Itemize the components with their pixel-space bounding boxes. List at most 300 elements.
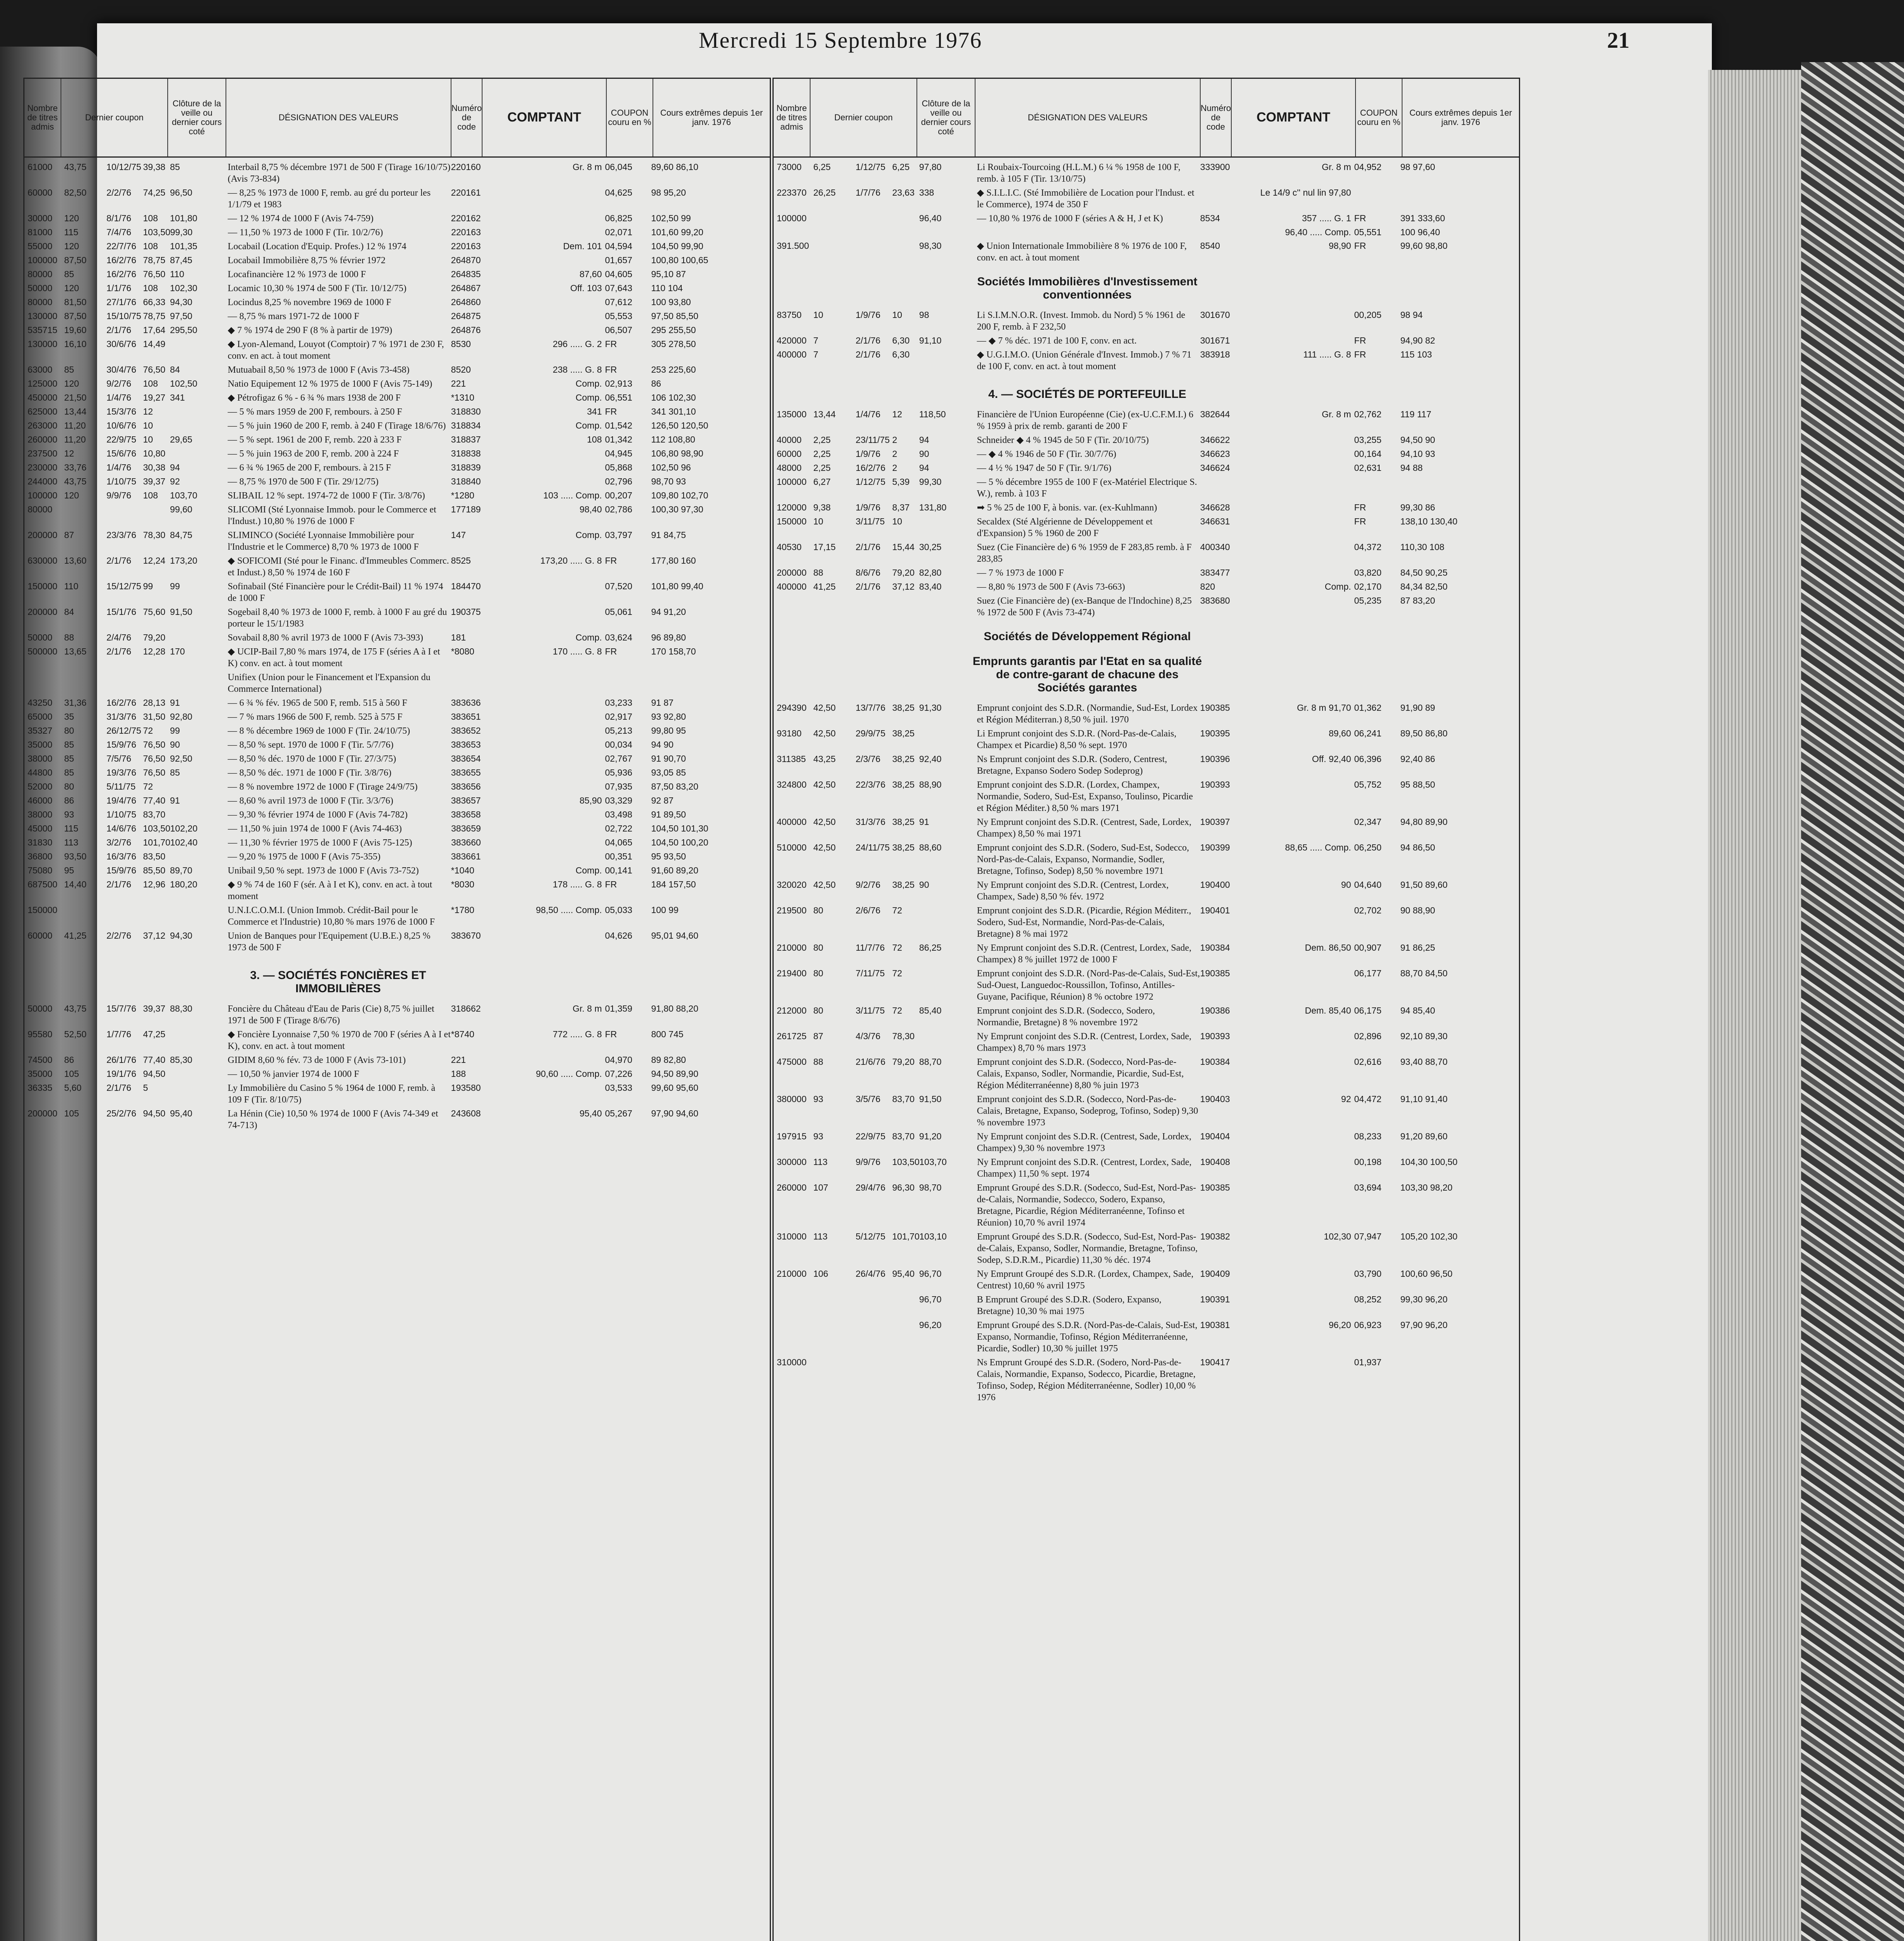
numero-code: 820 xyxy=(1200,581,1215,592)
header-coupon-couru: COUPON couru en % xyxy=(1356,79,1402,156)
coupon-date: 22/3/76 xyxy=(856,779,886,790)
titres-admis: 65000 xyxy=(28,712,52,722)
cours-extremes: 96 89,80 xyxy=(651,632,686,642)
comptant-cours: Gr. 8 m xyxy=(1322,409,1351,419)
subsection-note: Emprunts garantis par l'Etat en sa qualité de contre-garant de chacune des Sociétés garantes xyxy=(972,655,1202,694)
coupon-encaissement: 14,49 xyxy=(143,339,166,349)
numero-code: 264867 xyxy=(451,283,481,293)
coupon-encaissement: 101,70 xyxy=(143,837,170,847)
numero-code: 190400 xyxy=(1200,879,1230,890)
coupon-encaissement: 10,80 xyxy=(143,448,166,458)
coupon-encaissement: 39,38 xyxy=(143,162,166,172)
titres-admis: 391.500 xyxy=(777,240,809,251)
coupon-date: 2/1/76 xyxy=(106,646,132,656)
cours-extremes: 95 88,50 xyxy=(1400,779,1435,790)
valeur-designation: Locabail Immobilière 8,75 % février 1972 xyxy=(227,255,386,266)
coupon-date: 7/5/76 xyxy=(106,753,132,764)
valeur-designation: — 8,75 % mars 1971-72 de 1000 F xyxy=(227,311,359,321)
coupon-montant-global: 87,50 xyxy=(64,311,87,321)
numero-code: 383659 xyxy=(451,823,481,833)
valeur-designation: — 12 % 1974 de 1000 F (Avis 74-759) xyxy=(227,214,374,224)
cours-extremes: 87 83,20 xyxy=(1400,595,1435,606)
comptant-cours: 96,40 ..... Comp. xyxy=(1285,227,1351,237)
coupon-date: 1/9/76 xyxy=(856,309,881,320)
valeur-designation: Schneider ◆ 4 % 1945 de 50 F (Tir. 20/10/75) xyxy=(977,435,1149,445)
comptant-cours: 87,60 xyxy=(579,269,602,279)
table-row xyxy=(777,1182,1516,1229)
coupon-couru: 00,205 xyxy=(1354,309,1382,320)
numero-code: 264860 xyxy=(451,297,481,307)
table-row xyxy=(28,697,767,709)
coupon-date: 2/1/76 xyxy=(856,581,881,592)
coupon-montant-global: 113 xyxy=(64,837,78,847)
titres-admis: 197915 xyxy=(777,1131,807,1141)
coupon-montant-global: 120 xyxy=(64,283,79,293)
cours-extremes: 91,20 89,60 xyxy=(1400,1131,1448,1141)
table-row xyxy=(28,711,767,723)
coupon-encaissement: 10 xyxy=(892,309,903,320)
table-row xyxy=(777,516,1516,539)
cours-extremes: 94,50 90 xyxy=(1400,434,1435,445)
coupon-encaissement: 12 xyxy=(892,409,903,419)
cours-extremes: 184 157,50 xyxy=(651,879,696,889)
coupon-montant-global: 85 xyxy=(64,269,74,279)
cours-extremes: 341 301,10 xyxy=(651,406,696,417)
coupon-montant-global: 42,50 xyxy=(813,779,836,790)
coupon-couru: 07,520 xyxy=(605,581,632,591)
coupon-montant-global: 2,25 xyxy=(813,448,831,459)
cours-extremes: 92,10 89,30 xyxy=(1400,1031,1448,1041)
cours-extremes: 92 87 xyxy=(651,795,674,806)
numero-code: 190381 xyxy=(1200,1319,1230,1330)
coupon-date: 10/6/76 xyxy=(106,420,137,431)
coupon-date: 15/10/75 xyxy=(106,311,141,321)
coupon-date: 2/1/76 xyxy=(856,349,881,359)
cours-extremes: 94,90 82 xyxy=(1400,335,1435,345)
titres-admis: 74500 xyxy=(28,1055,52,1065)
comptant-cours: 95,40 xyxy=(579,1108,602,1118)
table-row xyxy=(28,930,767,953)
cours-extremes: 95 93,50 xyxy=(651,851,686,861)
valeur-designation: Li Emprunt conjoint des S.D.R. (Nord-Pas-de-Calais, Champex et Picardie) 8,50 % sept. 1970 xyxy=(977,728,1177,750)
cloture-veille: 82,80 xyxy=(919,567,942,578)
valeur-designation: Ny Emprunt conjoint des S.D.R. (Centrest, Sade, Lordex, Champex) 8,50 % mai 1971 xyxy=(977,817,1192,839)
numero-code: 190385 xyxy=(1200,968,1230,978)
table-row xyxy=(777,462,1516,474)
coupon-montant-global: 41,25 xyxy=(64,931,87,941)
table-row xyxy=(777,227,1516,238)
comptant-cours: Comp. xyxy=(1324,581,1351,592)
coupon-date: 23/3/76 xyxy=(106,530,137,540)
cours-extremes: 119 117 xyxy=(1400,409,1432,419)
coupon-montant-global: 43,25 xyxy=(813,753,836,764)
coupon-date: 29/4/76 xyxy=(856,1182,886,1193)
coupon-date: 3/11/75 xyxy=(856,516,885,526)
cours-extremes: 88,70 84,50 xyxy=(1400,968,1448,978)
cloture-veille: 29,65 xyxy=(170,434,193,444)
cours-extremes: 110 104 xyxy=(651,283,683,293)
coupon-date: 30/4/76 xyxy=(106,365,137,375)
coupon-montant-global: 42,50 xyxy=(813,728,836,738)
subsection-heading: Sociétés de Développement Régional xyxy=(984,630,1191,643)
header-cloture: Clôture de la veille ou dernier cours coté xyxy=(168,79,226,156)
comptant-cours: Dem. 101 xyxy=(563,241,602,251)
cours-extremes: 126,50 120,50 xyxy=(651,420,708,431)
table-row xyxy=(777,1294,1516,1317)
table-row xyxy=(28,504,767,527)
coupon-encaissement: 83,70 xyxy=(143,809,166,819)
coupon-montant-global: 93 xyxy=(813,1131,823,1141)
cours-extremes: 305 278,50 xyxy=(651,339,696,349)
cours-extremes: 92,40 86 xyxy=(1400,753,1435,764)
coupon-date: 2/1/76 xyxy=(106,1083,132,1093)
table-row xyxy=(28,632,767,644)
coupon-montant-global: 120 xyxy=(64,241,79,251)
coupon-couru: 02,762 xyxy=(1354,409,1382,419)
coupon-date: 26/12/75 xyxy=(106,726,141,736)
table-row xyxy=(777,1031,1516,1054)
cloture-veille: 99 xyxy=(170,726,180,736)
cours-extremes: 101,60 99,20 xyxy=(651,227,703,237)
cloture-veille: 90 xyxy=(170,740,180,750)
titres-admis: 500000 xyxy=(28,646,57,656)
valeur-designation: ➡ 5 % 25 de 100 F, à bonis. var. (ex-Kuhlmann) xyxy=(977,502,1157,513)
titres-admis: 400000 xyxy=(777,349,807,359)
comptant-cours: Comp. xyxy=(575,378,602,389)
coupon-date: 29/9/75 xyxy=(856,728,886,738)
coupon-montant-global: 41,25 xyxy=(813,581,836,592)
cours-extremes: 100 96,40 xyxy=(1400,227,1440,237)
cloture-veille: 96,70 xyxy=(919,1268,942,1279)
titres-admis: 210000 xyxy=(777,1268,807,1279)
coupon-encaissement: 47,25 xyxy=(143,1029,166,1039)
coupon-couru: 06,507 xyxy=(605,325,632,335)
comptant-cours: Comp. xyxy=(575,632,602,642)
cloture-veille: 89,70 xyxy=(170,865,193,875)
valeur-designation: — 10,50 % janvier 1974 de 1000 F xyxy=(227,1069,359,1079)
titres-admis: 261725 xyxy=(777,1031,807,1041)
cours-extremes: 253 225,60 xyxy=(651,365,696,375)
cours-extremes: 100,80 100,65 xyxy=(651,255,708,265)
comptant-cours: 102,30 xyxy=(1324,1231,1351,1241)
valeur-designation: SLICOMI (Sté Lyonnaise Immob. pour le Commerce et l'Indust.) 10,80 % 1976 de 1000 F xyxy=(227,505,436,526)
coupon-couru: 07,643 xyxy=(605,283,632,293)
coupon-encaissement: 108 xyxy=(143,490,158,500)
coupon-montant-global: 2,25 xyxy=(813,462,831,473)
titres-admis: 36335 xyxy=(28,1083,52,1093)
cours-extremes: 110,30 108 xyxy=(1400,542,1444,552)
coupon-encaissement: 38,25 xyxy=(892,702,915,713)
valeur-designation: SLIMINCO (Société Lyonnaise Immobilière pour l'Industrie et le Commerce) 8,70 % 1973 de 1000 F xyxy=(227,530,419,552)
numero-code: 383653 xyxy=(451,740,481,750)
cloture-veille: 86,25 xyxy=(919,942,942,953)
left-column xyxy=(23,78,771,1941)
coupon-encaissement: 39,37 xyxy=(143,476,166,486)
numero-code: 383918 xyxy=(1200,349,1230,359)
coupon-couru: 02,347 xyxy=(1354,816,1382,827)
table-row xyxy=(777,448,1516,460)
table-row xyxy=(28,448,767,460)
coupon-encaissement: 108 xyxy=(143,241,158,251)
valeur-designation: Emprunt conjoint des S.D.R. (Sodero, Sud-Est, Sodecco, Nord-Pas-de-Calais, Expanso, Normandie, Sodler, Bretagne, Tofinso, Sodep) 8,50 % novembre 1971 xyxy=(977,842,1189,876)
table-row xyxy=(777,1357,1516,1403)
table-row xyxy=(28,879,767,902)
coupon-encaissement: 38,25 xyxy=(892,779,915,790)
coupon-couru: FR xyxy=(1354,335,1366,345)
cours-extremes: 295 255,50 xyxy=(651,325,696,335)
coupon-encaissement: 78,30 xyxy=(892,1031,915,1041)
cours-extremes: 104,30 100,50 xyxy=(1400,1156,1458,1167)
table-row xyxy=(777,567,1516,579)
coupon-date: 15/9/76 xyxy=(106,740,137,750)
cours-extremes: 91,50 89,60 xyxy=(1400,879,1448,890)
coupon-date: 3/2/76 xyxy=(106,837,132,847)
coupon-montant-global: 105 xyxy=(64,1069,79,1079)
marbled-book-edge xyxy=(1801,62,1904,1941)
table-row xyxy=(777,240,1516,264)
numero-code: 383651 xyxy=(451,712,481,722)
numero-code: 190393 xyxy=(1200,1031,1230,1041)
cours-extremes: 94,10 93 xyxy=(1400,448,1435,459)
cours-extremes: 138,10 130,40 xyxy=(1400,516,1458,526)
coupon-couru: 03,820 xyxy=(1354,567,1382,578)
table-row xyxy=(28,255,767,266)
coupon-date: 14/6/76 xyxy=(106,823,136,833)
coupon-couru: 04,970 xyxy=(605,1055,632,1065)
coupon-couru: 03,255 xyxy=(1354,434,1382,445)
titres-admis: 400000 xyxy=(777,816,807,827)
coupon-couru: 01,542 xyxy=(605,420,632,431)
numero-code: 264835 xyxy=(451,269,481,279)
titres-admis: 35000 xyxy=(28,1069,52,1079)
table-row xyxy=(28,851,767,863)
titres-admis: 150000 xyxy=(28,905,57,915)
cloture-veille: 85 xyxy=(170,162,180,172)
titres-admis: 535715 xyxy=(28,325,57,335)
numero-code: 383661 xyxy=(451,851,481,861)
valeur-designation: — 6 ¾ % fév. 1965 de 500 F, remb. 515 à 560 F xyxy=(227,698,408,708)
numero-code: 318830 xyxy=(451,406,481,417)
table-row xyxy=(28,646,767,669)
titres-admis: 219500 xyxy=(777,905,807,915)
valeur-designation: — ◆ 4 % 1946 de 50 F (Tir. 30/7/76) xyxy=(977,449,1116,459)
header-coupon-couru: COUPON couru en % xyxy=(607,79,653,156)
coupon-montant-global: 6,27 xyxy=(813,476,831,487)
cloture-veille: 102,50 xyxy=(170,378,198,389)
coupon-encaissement: 78,75 xyxy=(143,255,166,265)
valeur-designation: — 8,60 % avril 1973 de 1000 F (Tir. 3/3/76) xyxy=(227,796,394,806)
cours-extremes: 86 xyxy=(651,378,661,389)
table-row xyxy=(28,490,767,502)
coupon-couru: FR xyxy=(605,365,617,375)
coupon-date: 7/11/75 xyxy=(856,968,885,978)
coupon-couru: 01,937 xyxy=(1354,1357,1382,1367)
valeur-designation: — 4 ½ % 1947 de 50 F (Tir. 9/1/76) xyxy=(977,463,1112,473)
table-row xyxy=(28,795,767,807)
numero-code: 220163 xyxy=(451,227,481,237)
titres-admis: 125000 xyxy=(28,378,57,389)
table-row xyxy=(777,161,1516,185)
coupon-couru: 06,825 xyxy=(605,213,632,223)
numero-code: 333900 xyxy=(1200,162,1230,172)
titres-admis: 150000 xyxy=(28,581,57,591)
coupon-encaissement: 12,24 xyxy=(143,556,166,566)
coupon-couru: 06,396 xyxy=(1354,753,1382,764)
cours-extremes: 391 333,60 xyxy=(1400,213,1445,223)
valeur-designation: ◆ Union Internationale Immobilière 8 % 1976 de 100 F, conv. en act. à tout moment xyxy=(977,241,1187,263)
cours-extremes: 104,50 99,90 xyxy=(651,241,703,251)
comptant-cours: 96,20 xyxy=(1328,1319,1351,1330)
numero-code: 318838 xyxy=(451,448,481,458)
coupon-encaissement: 17,64 xyxy=(143,325,166,335)
valeur-designation: — 8 % décembre 1969 de 1000 F (Tir. 24/10/75) xyxy=(227,726,410,736)
cours-extremes: 94 90 xyxy=(651,740,674,750)
coupon-encaissement: 103,50 xyxy=(143,823,170,833)
numero-code: *8740 xyxy=(451,1029,474,1039)
coupon-montant-global: 86 xyxy=(64,1055,74,1065)
cours-extremes: 109,80 102,70 xyxy=(651,490,708,500)
comptant-cours: Dem. 86,50 xyxy=(1305,942,1351,953)
coupon-montant-global: 93 xyxy=(813,1094,823,1104)
comptant-cours: Le 14/9 c'' nul lin 97,80 xyxy=(1260,188,1351,198)
titres-admis: 38000 xyxy=(28,809,52,819)
cours-extremes: 89,50 86,80 xyxy=(1400,728,1448,738)
comptant-cours: 238 ..... G. 8 xyxy=(552,365,602,375)
coupon-montant-global: 19,60 xyxy=(64,325,87,335)
coupon-montant-global: 85 xyxy=(64,767,74,778)
coupon-couru: 01,657 xyxy=(605,255,632,265)
coupon-date: 2/1/76 xyxy=(106,556,132,566)
valeur-designation: ◆ Lyon-Alemand, Louyot (Comptoir) 7 % 1971 de 230 F, conv. en act. à tout moment xyxy=(227,339,444,361)
coupon-couru: 07,935 xyxy=(605,781,632,792)
table-row xyxy=(777,476,1516,500)
numero-code: 190404 xyxy=(1200,1131,1230,1141)
coupon-date: 22/7/76 xyxy=(106,241,137,251)
titres-admis: 93180 xyxy=(777,728,802,738)
valeur-designation: ◆ Foncière Lyonnaise 7,50 % 1970 de 700 F (séries A à I et K), conv. en act. à tout moment xyxy=(227,1030,451,1051)
coupon-couru: 07,947 xyxy=(1354,1231,1382,1241)
coupon-encaissement: 10 xyxy=(143,434,153,444)
valeur-designation: Ny Emprunt conjoint des S.D.R. (Centrest, Lordex, Champex, Sade) 8,50 % fév. 1972 xyxy=(977,880,1169,902)
numero-code: 190409 xyxy=(1200,1268,1230,1279)
coupon-date: 2/1/76 xyxy=(856,335,881,345)
valeur-designation: Emprunt conjoint des S.D.R. (Sodecco, Nord-Pas-de-Calais, Bretagne, Expanso, Sodeprog, Tofinso, Sodep) 9,30 % novembre 1973 xyxy=(977,1094,1198,1128)
numero-code: 346628 xyxy=(1200,502,1230,512)
titres-admis: 260000 xyxy=(777,1182,807,1193)
coupon-encaissement: 72 xyxy=(143,726,153,736)
table-row xyxy=(777,702,1516,726)
numero-code: 221 xyxy=(451,1055,466,1065)
coupon-encaissement: 108 xyxy=(143,378,158,389)
coupon-montant-global: 110 xyxy=(64,581,78,591)
cloture-veille: 102,40 xyxy=(170,837,198,847)
titres-admis: 44800 xyxy=(28,767,52,778)
coupon-encaissement: 77,40 xyxy=(143,1055,166,1065)
comptant-cours: 103 ..... Comp. xyxy=(543,490,602,500)
cloture-veille: 92,40 xyxy=(919,753,942,764)
cours-extremes: 91,60 89,20 xyxy=(651,865,699,875)
comptant-cours: Gr. 8 m xyxy=(1322,162,1351,172)
cloture-veille: 83,40 xyxy=(919,581,942,592)
coupon-montant-global: 33,76 xyxy=(64,462,87,472)
coupon-date: 24/11/75 xyxy=(856,842,890,852)
cours-extremes: 84,34 82,50 xyxy=(1400,581,1448,592)
coupon-date: 1/4/76 xyxy=(106,462,132,472)
titres-admis: 80000 xyxy=(28,297,52,307)
titres-admis: 475000 xyxy=(777,1056,807,1067)
coupon-date: 16/2/76 xyxy=(106,269,137,279)
cours-extremes: 87,50 83,20 xyxy=(651,781,699,792)
cours-extremes: 98,70 93 xyxy=(651,476,686,486)
titres-admis: 40000 xyxy=(777,434,802,445)
valeur-designation: Interbail 8,75 % décembre 1971 de 500 F (Tirage 16/10/75) (Avis 73-834) xyxy=(227,162,451,184)
coupon-encaissement: 74,25 xyxy=(143,188,166,198)
coupon-date: 2/2/76 xyxy=(106,931,132,941)
cours-extremes: 93 92,80 xyxy=(651,712,686,722)
cours-extremes: 98 97,60 xyxy=(1400,162,1435,172)
coupon-montant-global: 13,60 xyxy=(64,556,87,566)
coupon-encaissement: 5,39 xyxy=(892,476,910,487)
coupon-montant-global: 113 xyxy=(813,1156,828,1167)
numero-code: 190391 xyxy=(1200,1294,1230,1304)
titres-admis: 35000 xyxy=(28,740,52,750)
cours-extremes: 94 88 xyxy=(1400,462,1423,473)
cloture-veille: 94 xyxy=(919,434,929,445)
coupon-montant-global: 93 xyxy=(64,809,74,819)
comptant-cours: Dem. 85,40 xyxy=(1305,1005,1351,1016)
coupon-couru: 05,752 xyxy=(1354,779,1382,790)
cloture-veille: 102,30 xyxy=(170,283,198,293)
valeur-designation: Locabail (Location d'Equip. Profes.) 12 % 1974 xyxy=(227,241,406,252)
valeur-designation: Ny Emprunt conjoint des S.D.R. (Centrest, Sade, Lordex, Champex) 9,30 % novembre 1973 xyxy=(977,1131,1192,1153)
cloture-veille: 98,70 xyxy=(919,1182,942,1193)
numero-code: 383655 xyxy=(451,767,481,778)
numero-code: 383654 xyxy=(451,753,481,764)
comptant-cours: 772 ..... G. 8 xyxy=(552,1029,602,1039)
titres-admis: 263000 xyxy=(28,420,57,431)
coupon-date: 2/3/76 xyxy=(856,753,881,764)
coupon-couru: 02,786 xyxy=(605,504,632,514)
cours-extremes: 100,60 96,50 xyxy=(1400,1268,1453,1279)
coupon-couru: 02,702 xyxy=(1354,905,1382,915)
coupon-montant-global: 9,38 xyxy=(813,502,831,512)
cours-extremes: 91 90,70 xyxy=(651,753,686,764)
table-row xyxy=(28,378,767,390)
coupon-encaissement: 72 xyxy=(143,781,153,792)
table-row xyxy=(28,530,767,553)
coupon-couru: 04,626 xyxy=(605,931,632,941)
coupon-date: 4/3/76 xyxy=(856,1031,881,1041)
comptant-cours: 85,90 xyxy=(579,795,602,806)
titres-admis: 52000 xyxy=(28,781,52,792)
coupon-encaissement: 28,13 xyxy=(143,698,166,708)
coupon-encaissement: 72 xyxy=(892,905,903,915)
section-heading: 3. — SOCIÉTÉS FONCIÈRES ET IMMOBILIÈRES xyxy=(250,969,426,995)
cloture-veille: 91,30 xyxy=(919,702,942,713)
titres-admis: 40530 xyxy=(777,542,802,552)
titres-admis: 83750 xyxy=(777,309,802,320)
coupon-couru: 03,533 xyxy=(605,1083,632,1093)
valeur-designation: Locafinancière 12 % 1973 de 1000 F xyxy=(227,269,366,280)
titres-admis: 50000 xyxy=(28,632,52,642)
valeur-designation: Ly Immobilière du Casino 5 % 1964 de 1000 F, remb. à 109 F (Tir. 8/10/75) xyxy=(227,1083,436,1105)
cloture-veille: 92,50 xyxy=(170,753,193,764)
valeur-designation: — 5 % juin 1963 de 200 F, remb. 200 à 224 F xyxy=(227,449,399,459)
titres-admis: 130000 xyxy=(28,339,57,349)
titres-admis: 510000 xyxy=(777,842,807,852)
coupon-montant-global: 80 xyxy=(813,905,823,915)
table-row xyxy=(28,339,767,362)
